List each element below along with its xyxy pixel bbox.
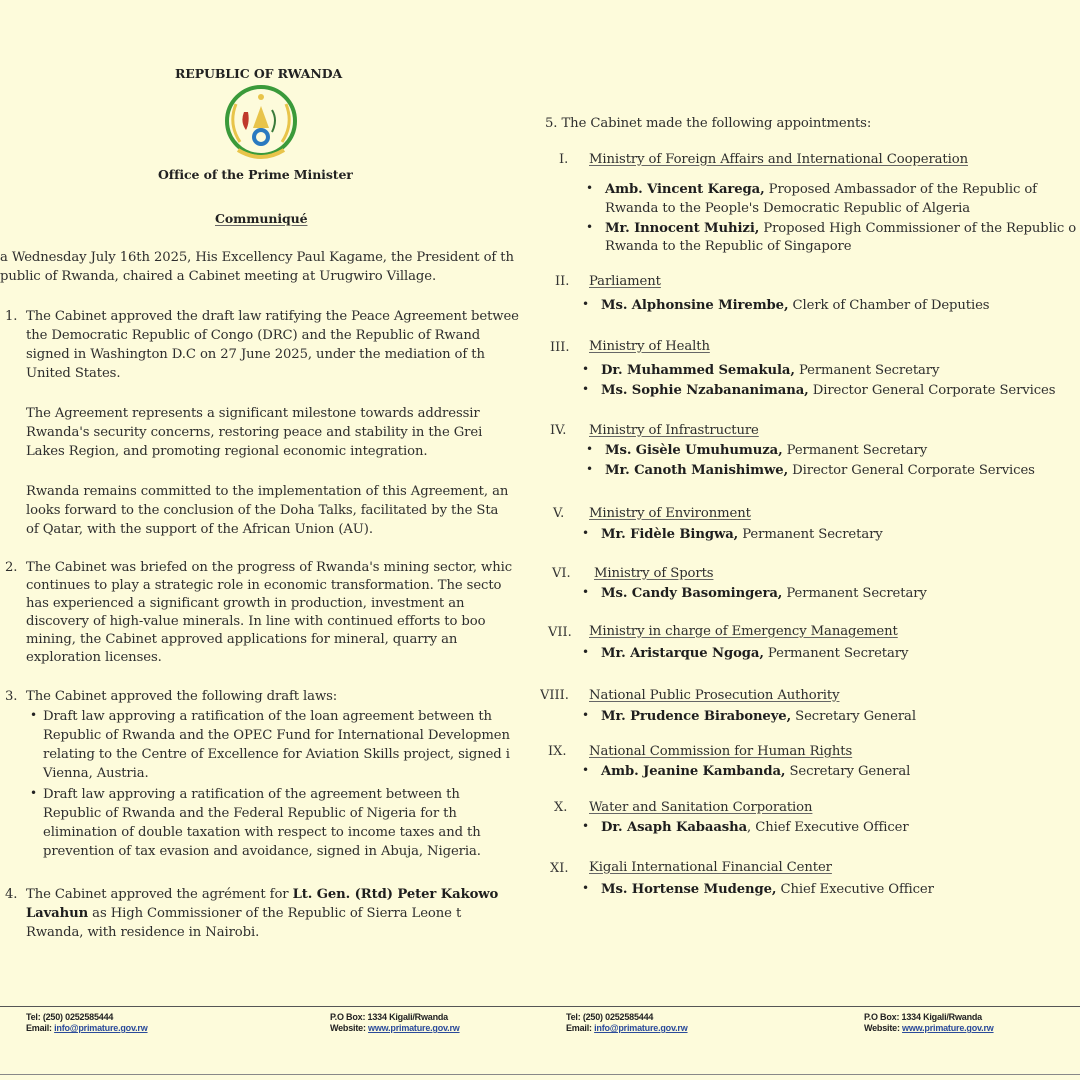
item-4-number: 4. [5,887,18,902]
appointee-line [605,443,927,458]
draft-law-1-line: Draft law approving a ratification of the loan agreement between th [43,709,492,724]
item-1c-line: looks forward to the conclusion of the Doha Talks, facilitated by the Sta [26,503,499,518]
footer-pobox: P.O Box: 1334 Kigali/Rwanda [330,1012,448,1022]
appointee-name: Amb. Jeanine Kambanda, [601,764,786,779]
footer-tel: Tel: (250) 0252585444 [566,1012,654,1022]
section-numeral: X. [554,800,568,815]
footer-tel: Tel: (250) 0252585444 [26,1012,114,1022]
footer-website [864,1023,994,1033]
section-numeral: II. [555,274,570,289]
email-label: Email: [566,1023,595,1033]
appointee-role: Secretary General [791,709,916,724]
appointee-line [605,182,1037,197]
item-3-line: The Cabinet approved the following draft laws: [26,689,338,704]
rwanda-coat-of-arms-icon [222,84,300,164]
appointee-name: Ms. Gisèle Umuhumuza, [605,443,783,458]
item-1b-line: Lakes Region, and promoting regional economic integration. [26,444,428,459]
item-1c-line: Rwanda remains committed to the implementation of this Agreement, an [26,484,509,499]
appointee-role: Permanent Secretary [763,646,909,661]
item-1-line: United States. [26,366,121,381]
draft-law-2-line: elimination of double taxation with respect to income taxes and th [43,825,481,840]
item-2-line: mining, the Cabinet approved applications for mineral, quarry an [26,632,458,647]
appointee-role: Permanent Secretary [738,527,883,542]
item-3-number: 3. [5,689,18,704]
footer-pobox: P.O Box: 1334 Kigali/Rwanda [864,1012,982,1022]
appointee-role-cont: Rwanda to the People's Democratic Republic of Algeria [605,201,971,216]
website-link[interactable]: www.primature.gov.rw [368,1023,460,1033]
item-1c-line: of Qatar, with the support of the African Union (AU). [26,522,373,537]
appointee-line [601,764,910,779]
website-label: Website: [864,1023,903,1033]
appointee-role: Proposed Ambassador of the Republic of [764,182,1037,197]
item-5-intro: 5. The Cabinet made the following appointments: [545,116,872,131]
section-title: Ministry of Foreign Affairs and International Cooperation [589,152,968,167]
item-1-number: 1. [5,309,18,324]
section-title: Ministry of Infrastructure [589,423,759,438]
appointee-line [601,820,909,835]
item-1-line: signed in Washington D.C on 27 June 2025, under the mediation of th [26,347,485,362]
website-link[interactable]: www.primature.gov.rw [902,1023,994,1033]
appointee-line [605,463,1035,478]
bullet-icon: • [586,462,594,476]
appointee-role: Proposed High Commissioner of the Republic o [759,221,1077,236]
appointee-role: Director General Corporate Services [788,463,1035,478]
footer-divider [540,1006,1080,1007]
appointee-line [601,586,927,601]
bullet-icon: • [582,362,590,376]
item-2-line: The Cabinet was briefed on the progress of Rwanda's mining sector, whic [26,560,513,575]
communique-title: Communiqué [215,211,308,226]
item-1-line: the Democratic Republic of Congo (DRC) and the Republic of Rwand [26,328,481,343]
appointee-line [601,527,883,542]
intro-line-2: public of Rwanda, chaired a Cabinet meeting at Urugwiro Village. [0,269,437,284]
appointee-line [601,709,916,724]
email-link[interactable]: info@primature.gov.rw [594,1023,688,1033]
appointee-role: Secretary General [785,764,911,779]
bullet-icon: • [582,819,590,833]
website-label: Website: [330,1023,369,1033]
section-title: Ministry of Health [589,339,710,354]
bullet-icon: • [586,442,594,456]
section-title: National Commission for Human Rights [589,744,853,759]
appointee-name: Dr. Asaph Kabaasha [601,820,748,835]
appointee-role: Director General Corporate Services [808,383,1056,398]
appointee-name: Ms. Candy Basomingera, [601,586,783,601]
appointee-role: Permanent Secretary [794,363,940,378]
section-numeral: VII. [548,625,572,640]
bullet-icon: • [582,585,590,599]
email-label: Email: [26,1023,55,1033]
bullet-icon: • [586,181,594,195]
section-numeral: I. [559,152,569,167]
bullet-icon: • [582,881,590,895]
bullet-icon: • [30,786,38,800]
item-1-line: The Cabinet approved the draft law ratifying the Peace Agreement betwee [26,309,519,324]
draft-law-1-line: Vienna, Austria. [43,766,149,781]
footer-website [330,1023,460,1033]
bullet-icon: • [30,708,38,722]
appointee-role: Permanent Secretary [782,443,928,458]
appointee-name: Mr. Aristarque Ngoga, [601,646,764,661]
intro-line-1: a Wednesday July 16th 2025, His Excellency Paul Kagame, the President of th [0,250,514,265]
item-2-line: discovery of high-value minerals. In line with continued efforts to boo [26,614,486,629]
item-4-line-1 [26,887,498,902]
appointee-line [605,221,1076,236]
republic-heading: REPUBLIC OF RWANDA [175,66,343,81]
bullet-icon: • [582,297,590,311]
draft-law-1-line: Republic of Rwanda and the OPEC Fund for International Developmen [43,728,510,743]
appointee-name: Mr. Prudence Biraboneye, [601,709,792,724]
section-title: Parliament [589,274,661,289]
appointee-role: Chief Executive Officer [776,882,934,897]
item-4-line-2 [26,906,461,921]
section-title: National Public Prosecution Authority [589,688,840,703]
section-numeral: IV. [550,423,567,438]
appointee-line [601,363,939,378]
bullet-icon: • [582,708,590,722]
item-2-line: has experienced a significant growth in production, investment an [26,596,465,611]
item-4-text: as High Commissioner of the Republic of Sierra Leone t [88,906,462,921]
section-title: Ministry of Environment [589,506,751,521]
email-link[interactable]: info@primature.gov.rw [54,1023,148,1033]
office-heading: Office of the Prime Minister [158,167,353,182]
item-1b-line: Rwanda's security concerns, restoring peace and stability in the Grei [26,425,483,440]
appointee-line [601,646,908,661]
appointee-role: , Chief Executive Officer [747,820,909,835]
footer-email [566,1023,688,1033]
section-numeral: XI. [550,861,569,876]
appointee-line [601,383,1055,398]
appointee-name: Ms. Alphonsine Mirembe, [601,298,789,313]
appointee-line [601,298,989,313]
appointee-name: Mr. Canoth Manishimwe, [605,463,789,478]
right-page [540,0,1080,1080]
item-4-name-cont: Lavahun [26,906,89,921]
item-4-line-3: Rwanda, with residence in Nairobi. [26,925,260,940]
bullet-icon: • [582,763,590,777]
section-numeral: VI. [552,566,571,581]
footer-email [26,1023,148,1033]
appointee-name: Mr. Fidèle Bingwa, [601,527,739,542]
appointee-name: Ms. Hortense Mudenge, [601,882,777,897]
section-numeral: III. [550,340,570,355]
section-numeral: IX. [548,744,567,759]
appointee-role-cont: Rwanda to the Republic of Singapore [605,239,852,254]
section-title: Water and Sanitation Corporation [589,800,813,815]
draft-law-2-line: Draft law approving a ratification of the agreement between th [43,787,460,802]
draft-law-2-line: prevention of tax evasion and avoidance, signed in Abuja, Nigeria. [43,844,481,859]
bullet-icon: • [586,220,594,234]
appointee-role: Clerk of Chamber of Deputies [788,298,990,313]
item-1b-line: The Agreement represents a significant milestone towards addressir [26,406,480,421]
section-title: Ministry of Sports [594,566,714,581]
item-4-text: The Cabinet approved the agrément for [26,887,293,902]
appointee-name: Amb. Vincent Karega, [605,182,765,197]
item-4-name: Lt. Gen. (Rtd) Peter Kakowo [292,887,499,902]
item-2-line: continues to play a strategic role in economic transformation. The secto [26,578,502,593]
section-title: Ministry in charge of Emergency Management [589,624,898,639]
footer-divider [0,1006,540,1007]
bullet-icon: • [582,382,590,396]
section-numeral: VIII. [540,688,569,703]
appointee-name: Mr. Innocent Muhizi, [605,221,760,236]
draft-law-1-line: relating to the Centre of Excellence for Aviation Skills project, signed i [43,747,510,762]
section-numeral: V. [553,506,565,521]
appointee-role: Permanent Secretary [782,586,927,601]
appointee-line [601,882,934,897]
appointee-name: Ms. Sophie Nzabananimana, [601,383,809,398]
bullet-icon: • [582,645,590,659]
item-2-line: exploration licenses. [26,650,162,665]
bullet-icon: • [582,526,590,540]
appointee-name: Dr. Muhammed Semakula, [601,363,795,378]
draft-law-2-line: Republic of Rwanda and the Federal Republic of Nigeria for th [43,806,457,821]
bottom-edge-line [0,1074,1080,1075]
item-2-number: 2. [5,560,18,575]
section-title: Kigali International Financial Center [589,860,832,875]
